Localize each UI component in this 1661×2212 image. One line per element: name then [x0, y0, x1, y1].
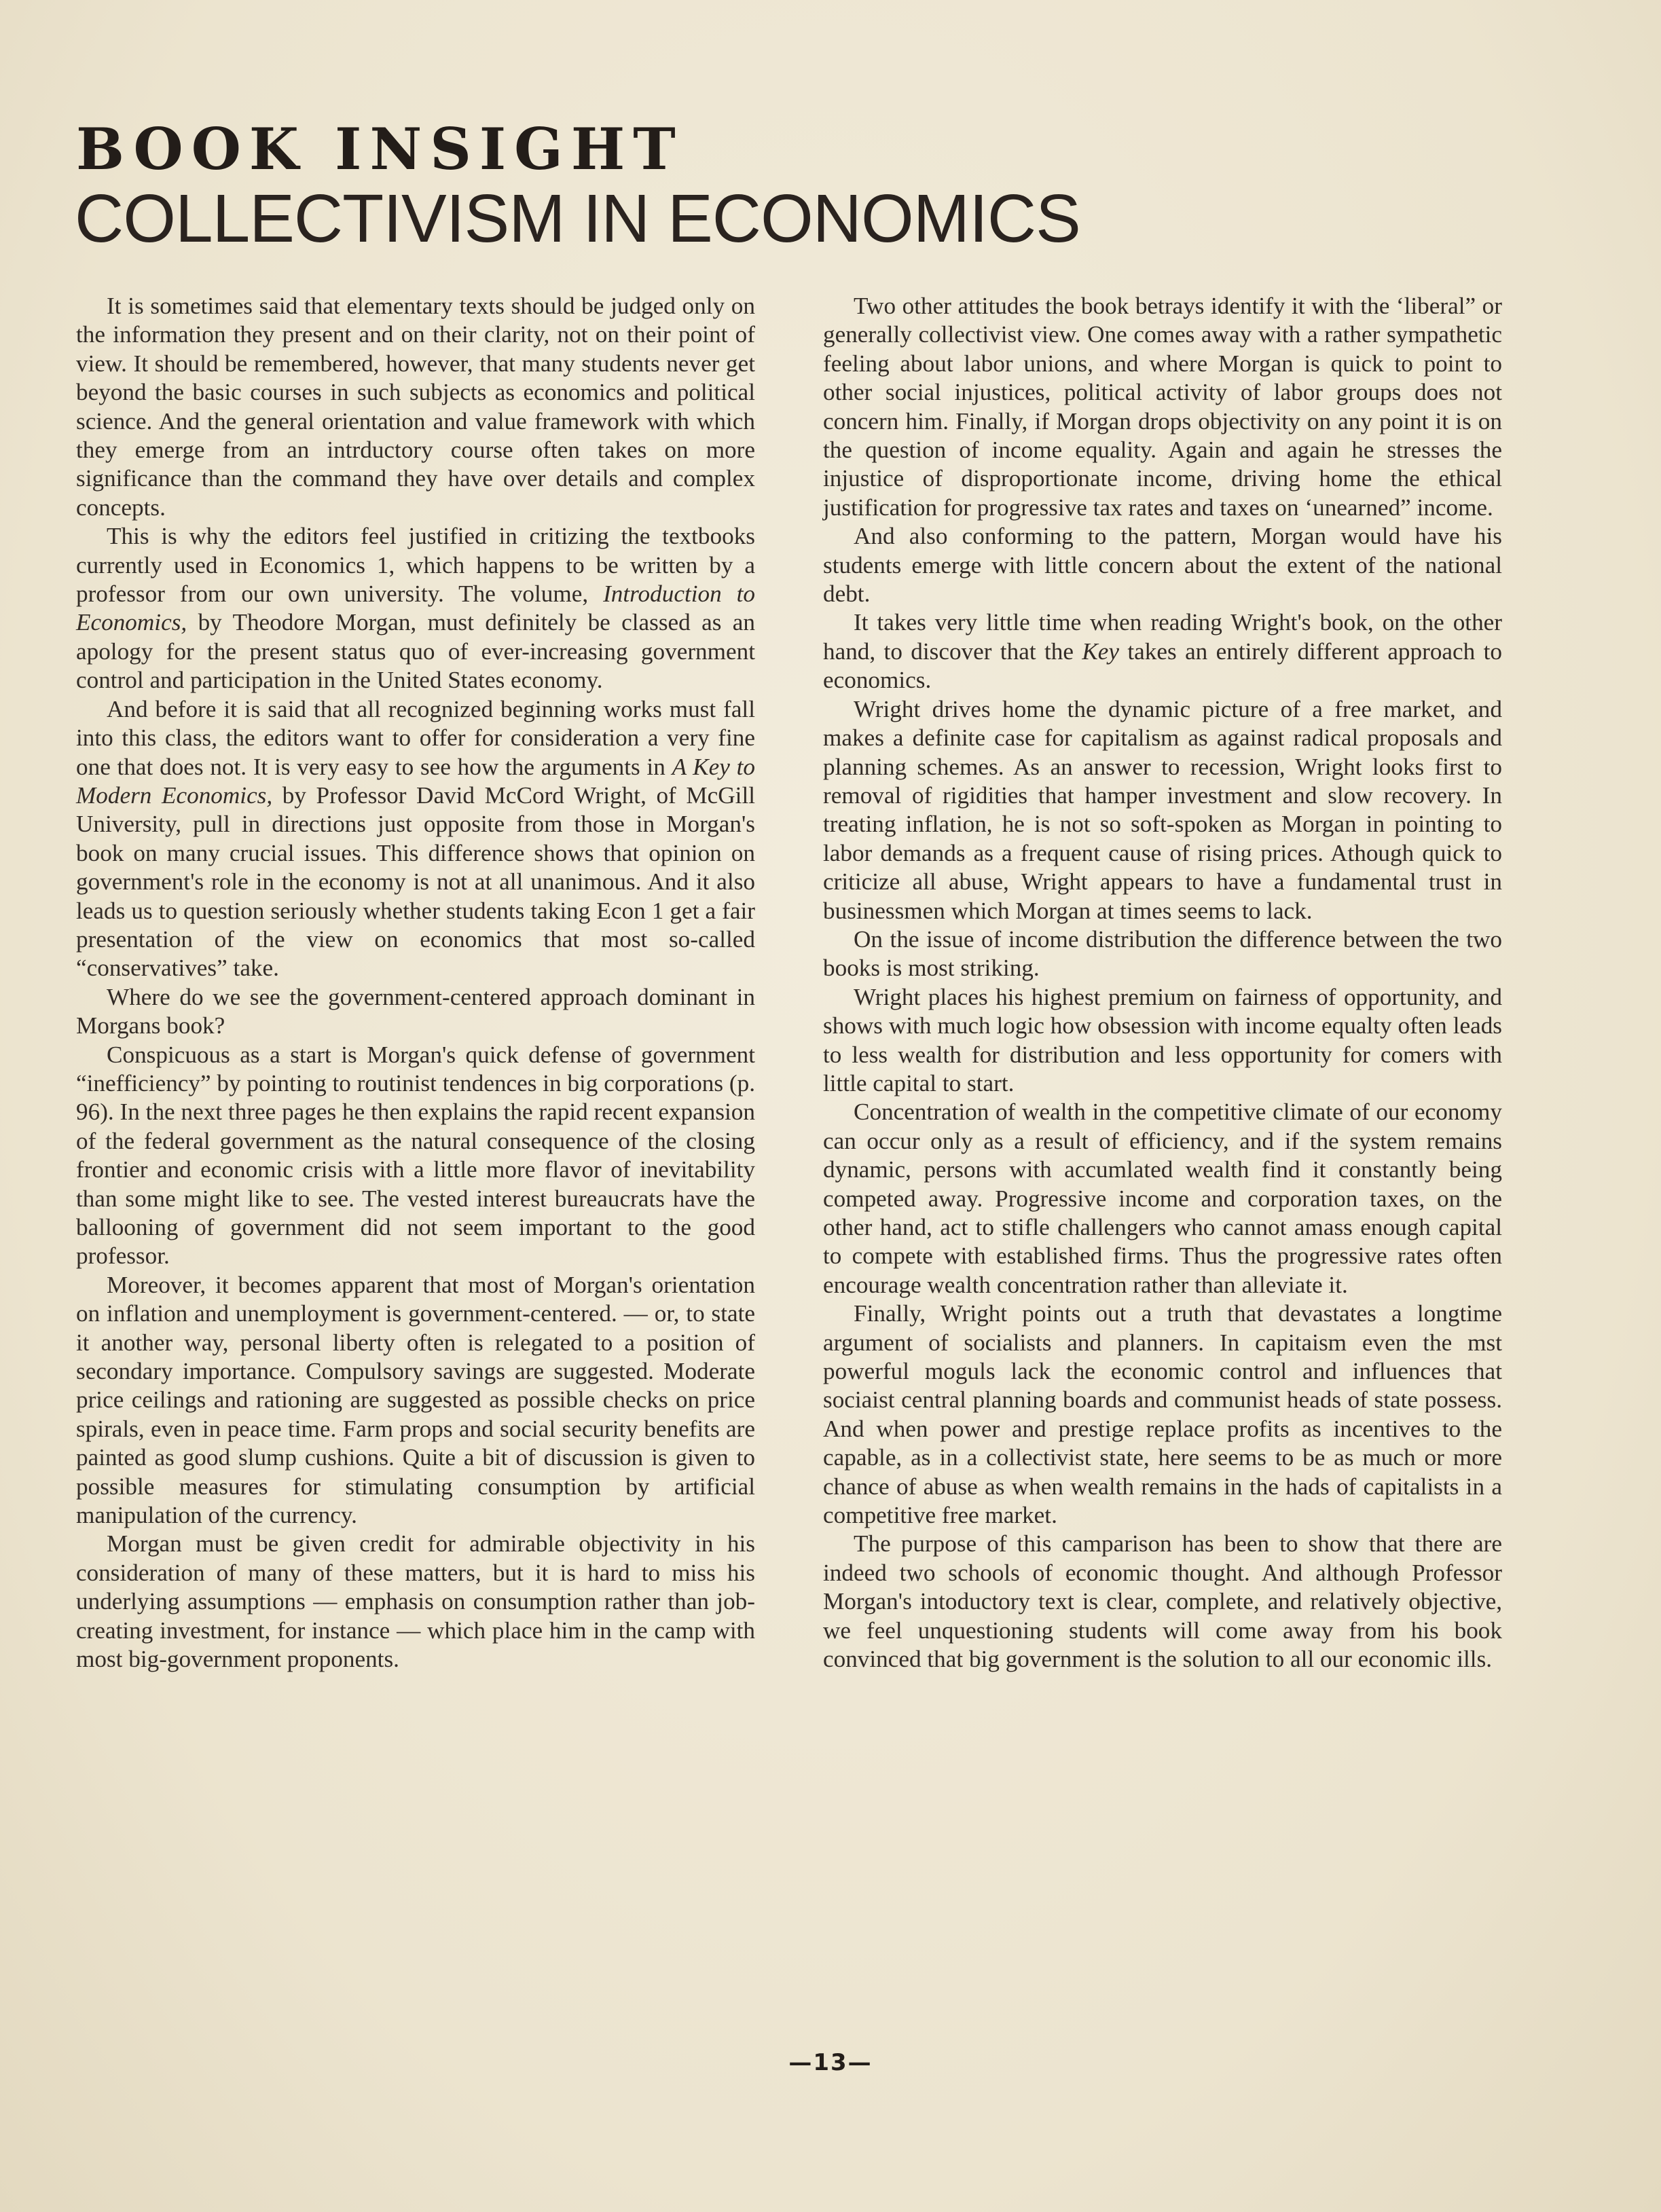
- paragraph: Morgan must be given credit for admirable objectivity in his consideration of many of these matters, but it is hard to miss his underlying assumptions — emphasis on consumption rather than job-creating investment, for instance — which place him in the camp with most big-government proponents.: [76, 1530, 755, 1673]
- paragraph: On the issue of income distribution the difference between the two books is most striking.: [823, 925, 1502, 982]
- paragraph: Finally, Wright points out a truth that devastates a longtime argument of socialists and planners. In capitaism even the mst powerful moguls lack the economic control and influences that sociaist central planning boards and communist heads of state possess. And when power and prestige replace profits as incentives to the capable, as in a collectivist state, here seems to be as much or more chance of abuse as when wealth remains in the hads of capitalists in a competitive free market.: [823, 1300, 1502, 1529]
- right-column: [823, 292, 1502, 1674]
- book-title: A Key to Modern Economics,: [76, 753, 755, 809]
- paragraph: This is why the editors feel justified in critizing the textbooks currently used in Economics 1, which happens to be written by a professor from our own university. The volume, Introduction to Economics, by Theodore Morgan, must definitely be classed as an apology for the present status quo of ever-increasing government control and participation in the United States economy.: [76, 523, 756, 694]
- book-title: Introduction to Economics,: [76, 580, 756, 636]
- paragraph: It is sometimes said that elementary texts should be judged only on the information they present and on their clarity, not on their point of view. It should be remembered, however, that many students never get beyond the basic courses in such subjects as economics and political science. And the general orientation and value framework with which they emerge from an intrductory course often takes on more significance than the command they have over details and complex concepts.: [76, 293, 755, 521]
- paragraph: And also conforming to the pattern, Morgan would have his students emerge with little concern about the extent of the national debt.: [823, 523, 1502, 608]
- paragraph: Two other attitudes the book betrays identify it with the ‘liberal” or generally collectivist view. One comes away with a rather sympathetic feeling about labor unions, and where Morgan is quick to point to other social injustices, political activity of labor groups does not concern him. Finally, if Morgan drops objectivity on any point it is on the question of income equality. Again and again he stresses the injustice of disproportionate income, driving home the ethical justification for progressive tax rates and taxes on ‘unearned” income.: [823, 293, 1502, 521]
- paragraph: Moreover, it becomes apparent that most of Morgan's orientation on inflation and unemployment is government-centered. — or, to state it another way, personal liberty often is relegated to a position of secondary importance. Compulsory savings are suggested. Moderate price ceilings and rationing are suggested as possible checks on price spirals, even in peace time. Farm props and social security benefits are painted as good slump cushions. Quite a bit of discussion is given to possible measures for stimulating consumption by artificial manipulation of the currency.: [76, 1271, 755, 1529]
- left-column: [76, 292, 755, 1674]
- section-kicker: BOOK INSIGHT: [76, 115, 684, 183]
- paragraph: Where do we see the government-centered approach dominant in Morgans book?: [76, 983, 755, 1039]
- paragraph: And before it is said that all recognized beginning works must fall into this class, the editors want to offer for consideration a very fine one that does not. It is very easy to see how the arguments in A Key to Modern Economics, by Professor David McCord Wright, of McGill University, pull in directions just opposite from those in Morgan's book on many crucial issues. This difference shows that opinion on government's role in the economy is not at all unanimous. And it also leads us to question seriously whether students taking Econ 1 get a fair presentation of the view on economics that most so-called “conservatives” take.: [76, 695, 756, 982]
- paragraph: Concentration of wealth in the competitive climate of our economy can occur only as a result of efficiency, and if the system remains dynamic, persons with accumlated wealth find it constantly being competed away. Progressive income and corporation taxes, on the other hand, act to stifle challengers who cannot amass enough capital to compete with established firms. Thus the progressive rates often encourage wealth concentration rather than alleviate it.: [823, 1099, 1502, 1298]
- paragraph: Wright drives home the dynamic picture of a free market, and makes a definite case for capitalism as against radical proposals and planning schemes. As an answer to recession, Wright looks first to removal of rigidities that hamper investment and slow recovery. In treating inflation, he is not so soft-spoken as Morgan in pointing to labor demands as a frequent cause of rising prices. Athough quick to criticize all abuse, Wright appears to have a fundamental trust in businessmen which Morgan at times seems to lack.: [823, 695, 1502, 924]
- paragraph: Wright places his highest premium on fairness of opportunity, and shows with much logic how obsession with income equalty often leads to less wealth for distribution and less opportunity for comers with little capital to start.: [823, 983, 1502, 1096]
- book-title: Key: [1082, 638, 1120, 665]
- page-number: —13—: [788, 2049, 873, 2076]
- paragraph: Conspicuous as a start is Morgan's quick defense of government “inefficiency” by pointing to routinist tendences in big corporations (p. 96). In the next three pages he then explains the rapid recent expansion of the federal government as the natural consequence of the closing frontier and economic crisis with a little more flavor of inevitability than some might like to see. The vested interest bureaucrats have the ballooning of government did not seem important to the good professor.: [76, 1041, 755, 1270]
- paragraph: The purpose of this camparison has been to show that there are indeed two schools of economic thought. And although Professor Morgan's intoductory text is clear, complete, and relatively objective, we feel unquestioning students will come away from his book convinced that big government is the solution to all our economic ills.: [823, 1530, 1502, 1673]
- article-headline: COLLECTIVISM IN ECONOMICS: [75, 181, 1080, 257]
- paragraph: It takes very little time when reading Wright's book, on the other hand, to discover that the Key takes an entirely different approach to economics.: [823, 609, 1502, 694]
